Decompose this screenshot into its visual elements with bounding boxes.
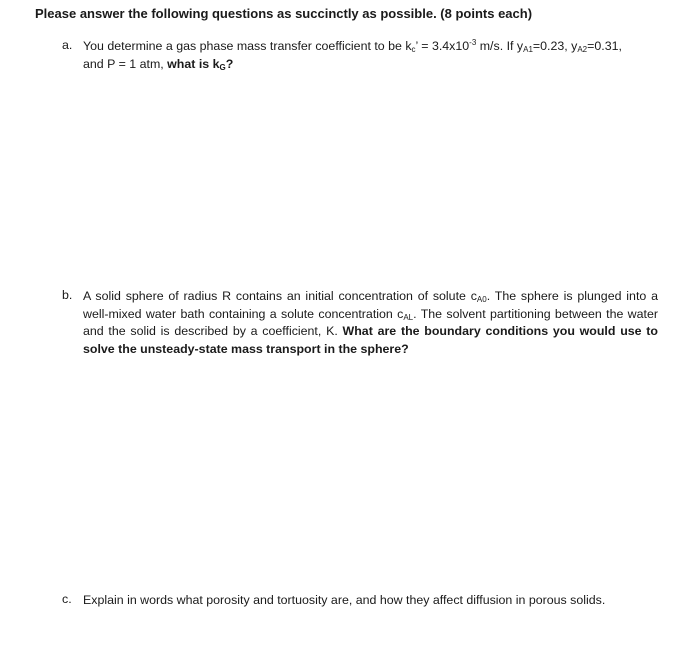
question-a-ask <box>167 57 233 71</box>
question-a-text <box>83 38 658 73</box>
subscript: c <box>411 45 416 54</box>
question-b-part: . The sphere is plunged into a well-mixed water bath containing a solute concentration c <box>83 289 658 321</box>
question-b-part: . The solvent partitioning between the water and the solid is described by a coefficient, K. <box>83 306 658 338</box>
subscript: A1 <box>523 45 533 54</box>
question-a-bold: what is k <box>167 56 220 71</box>
question-a-part: =0.31, <box>587 39 622 53</box>
question-c-label: c. <box>62 592 72 606</box>
question-b-text <box>83 288 658 358</box>
superscript: -3 <box>469 38 477 47</box>
question-a-part: You determine a gas phase mass transfer coefficient to be k <box>83 39 412 53</box>
question-a-part: and P = 1 atm, <box>83 56 168 71</box>
question-a-label: a. <box>62 38 73 52</box>
question-c-text: Explain in words what porosity and tortuosity are, and how they affect diffusion in porous solids. <box>83 593 606 607</box>
question-b-label: b. <box>62 288 73 302</box>
question-b-part: A solid sphere of radius R contains an initial concentration of solute c <box>83 289 477 303</box>
question-a-part: =0.23, y <box>532 39 578 53</box>
question-a-part: ’ = 3.4x10 <box>415 39 470 53</box>
subscript: G <box>219 62 226 72</box>
subscript: A0 <box>476 295 487 304</box>
subscript: A2 <box>577 45 588 54</box>
question-a-bold: ? <box>225 56 234 71</box>
question-b-ask: What are the boundary conditions you would use to solve the unsteady-state mass transport in the sphere? <box>83 324 658 356</box>
subscript: AL <box>403 312 414 322</box>
question-a-part: m/s. If y <box>476 39 524 53</box>
instructions-heading: Please answer the following questions as succinctly as possible. (8 points each) <box>35 6 533 21</box>
